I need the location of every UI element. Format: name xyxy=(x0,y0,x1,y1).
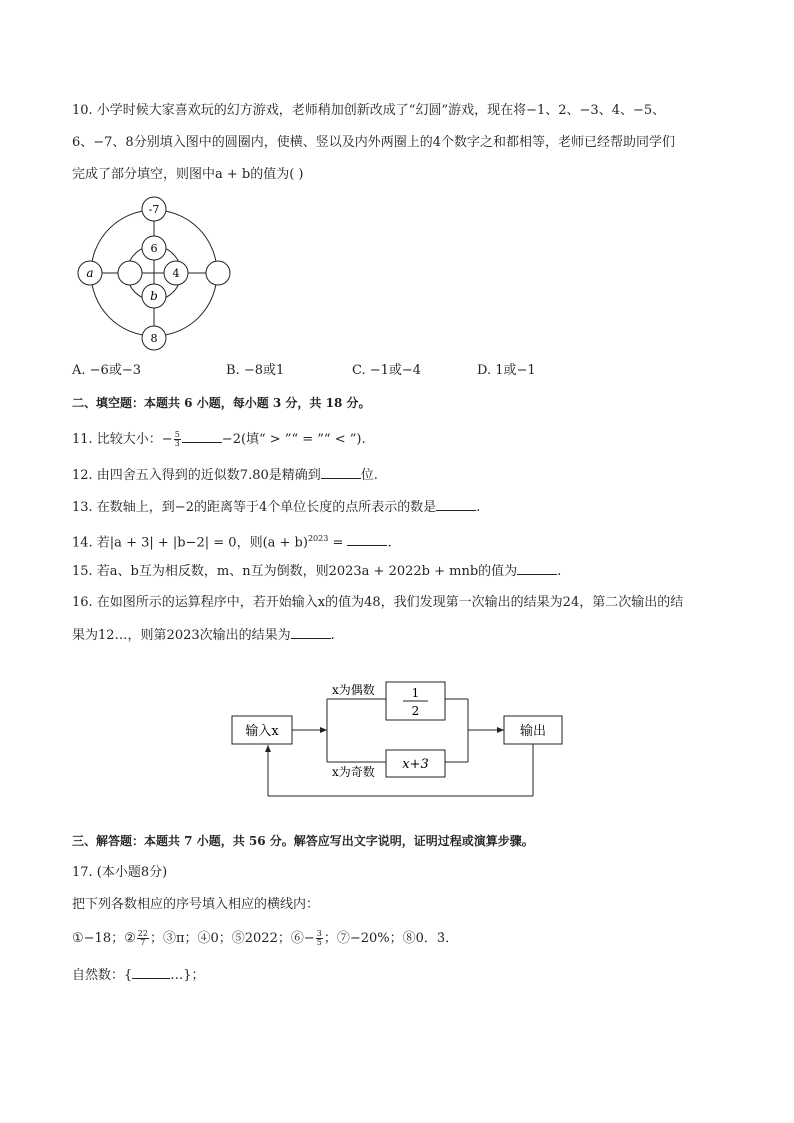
q17-fraction-1: $\frac{22}{7}$ xyxy=(137,929,148,947)
q16-line2-prefix: 果为12…，则第2023次输出的结果为 xyxy=(72,628,291,643)
label-inner-right: 4 xyxy=(172,267,180,280)
q17-title: 17. (本小题8分) xyxy=(72,865,168,880)
label-top: -7 xyxy=(148,203,160,216)
input-label: 输入x xyxy=(245,724,279,739)
q13-suffix: . xyxy=(476,500,481,515)
q13-blank[interactable] xyxy=(436,498,476,511)
q12-suffix: 位. xyxy=(360,468,378,483)
half-numerator: 1 xyxy=(411,686,420,700)
option-a: A. −6或−3 xyxy=(72,363,141,378)
q14-exponent: 2023 xyxy=(307,534,329,543)
q11-prefix: 11. 比较大小：− xyxy=(72,432,173,447)
q15-blank[interactable] xyxy=(517,562,557,575)
flowchart xyxy=(225,672,575,804)
q17-natural-blank[interactable] xyxy=(132,966,170,979)
q13 xyxy=(72,498,480,517)
q17-items xyxy=(72,930,458,948)
odd-label: x为奇数 xyxy=(332,765,375,779)
plus3-label: x+3 xyxy=(402,757,429,772)
q16-line2 xyxy=(72,626,335,645)
label-bottom: 8 xyxy=(150,332,158,345)
q15 xyxy=(72,562,561,581)
label-inner-bottom: b xyxy=(150,289,158,303)
q17-natural-suffix: …}； xyxy=(170,968,205,983)
q17-items-part1: ①−18；② xyxy=(72,931,136,946)
q17-items-part3: ；⑦−20%；⑧0．3̇． xyxy=(323,931,459,946)
option-b: B. −8或1 xyxy=(226,363,285,378)
q10-line3: 完成了部分填空，则图中a + b的值为( ) xyxy=(72,167,304,182)
q14-prefix: 14. 若|a + 3| + |b−2| = 0，则(a + b) xyxy=(72,535,308,551)
q11-fraction: $\frac{5}{3}$ xyxy=(174,430,180,448)
node-right xyxy=(206,261,230,285)
q12-blank[interactable] xyxy=(321,466,361,479)
even-label: x为偶数 xyxy=(332,683,375,697)
q16-blank[interactable] xyxy=(291,626,331,639)
q15-prefix: 15. 若a、b互为相反数，m、n互为倒数，则2023a + 2022b + mnb的值为 xyxy=(72,564,518,579)
q13-prefix: 13. 在数轴上，到−2的距离等于4个单位长度的点所表示的数是 xyxy=(72,500,437,515)
magic-circle-figure xyxy=(70,195,240,355)
half-denominator: 2 xyxy=(411,704,420,718)
section3-heading: 三、解答题：本题共 7 小题，共 56 分。解答应写出文字说明，证明过程或演算步骤。 xyxy=(72,834,534,848)
q10-line1: 10. 小学时候大家喜欢玩的幻方游戏，老师稍加创新改成了“幻圆”游戏，现在将−1、2、−3、4、−5、 xyxy=(72,103,666,118)
q12-prefix: 12. 由四舍五入得到的近似数7.80是精确到 xyxy=(72,468,321,483)
option-d: D. 1或−1 xyxy=(477,363,536,378)
q17-fraction-2: $\frac{3}{5}$ xyxy=(316,929,322,947)
option-c: C. −1或−4 xyxy=(352,363,422,378)
output-label: 输出 xyxy=(519,724,547,739)
q14 xyxy=(72,530,392,552)
node-inner-left xyxy=(118,261,142,285)
q11-suffix: −2(填“ > ”“ = ”“ < ”). xyxy=(221,432,366,447)
section2-heading: 二、填空题：本题共 6 小题，每小题 3 分，共 18 分。 xyxy=(72,396,371,410)
q11-blank[interactable] xyxy=(182,430,222,443)
label-left: a xyxy=(86,266,94,280)
q15-suffix: . xyxy=(557,564,562,579)
q14-blank[interactable] xyxy=(347,533,387,546)
q14-equals: = xyxy=(328,535,348,551)
q14-suffix: . xyxy=(387,535,392,551)
q17-instruction: 把下列各数相应的序号填入相应的横线内： xyxy=(72,897,320,912)
label-inner-top: 6 xyxy=(150,242,158,255)
q11 xyxy=(72,430,366,449)
q17-natural xyxy=(72,966,205,985)
q17-natural-prefix: 自然数：{ xyxy=(72,968,133,983)
q10-line2: 6、−7、8分别填入图中的圆圈内，使横、竖以及内外两圈上的4个数字之和都相等，老师已经帮助同学们 xyxy=(72,135,675,150)
q12 xyxy=(72,466,378,485)
q17-items-part2: ；③π；④0；⑤2022；⑥− xyxy=(149,931,315,946)
q16-line1: 16. 在如图所示的运算程序中，若开始输入x的值为48，我们发现第一次输出的结果为24，第二次输出的结 xyxy=(72,595,684,610)
q16-line2-suffix: . xyxy=(330,628,335,643)
